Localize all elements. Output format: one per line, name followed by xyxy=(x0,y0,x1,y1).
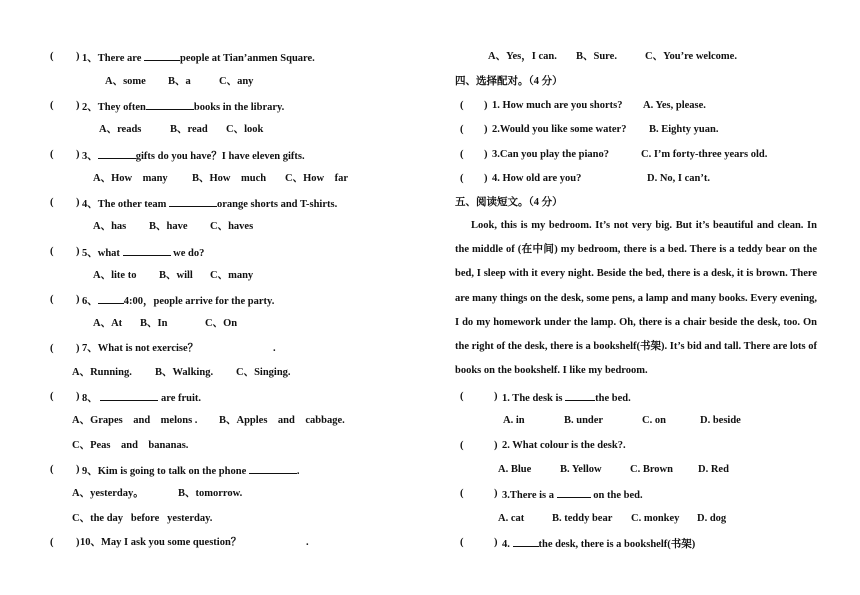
option: C、the day before yesterday. xyxy=(72,513,213,524)
answer-blank[interactable] xyxy=(513,536,539,547)
option: C、On xyxy=(205,318,238,329)
option: B、have xyxy=(149,221,188,232)
paren-close: ) xyxy=(484,149,488,160)
answer-blank[interactable] xyxy=(98,148,136,159)
paren-open: ( xyxy=(50,391,54,402)
answer-blank[interactable] xyxy=(98,293,124,304)
paren-open: ( xyxy=(460,440,464,451)
option: D. Red xyxy=(698,464,729,475)
paren-open: ( xyxy=(460,149,464,160)
option: C. monkey xyxy=(631,513,680,524)
paren-open: ( xyxy=(460,488,464,499)
paren-open: ( xyxy=(50,51,54,62)
paren-open: ( xyxy=(460,124,464,135)
question-7: 7、What is not exercise？ xyxy=(82,343,199,354)
match-answer: D. No, I can’t. xyxy=(647,173,710,184)
option: B. under xyxy=(564,415,604,426)
paren-open: ( xyxy=(50,100,54,111)
option: D. dog xyxy=(697,513,727,524)
question-4: 4、The other team orange shorts and T-shirts. xyxy=(82,196,337,212)
paren-open: ( xyxy=(50,149,54,160)
option: C、Peas and bananas. xyxy=(72,440,189,451)
option: A、Yes，I can. xyxy=(488,51,557,62)
option: B、Apples and cabbage. xyxy=(219,415,345,426)
option: A、some xyxy=(105,76,146,87)
paren-close: ) xyxy=(76,149,80,160)
paren-close: ) xyxy=(76,464,80,475)
answer-blank[interactable] xyxy=(169,196,217,207)
option: A、Running. xyxy=(72,367,132,378)
answer-blank[interactable] xyxy=(100,390,158,401)
paren-close: ) xyxy=(494,488,498,499)
reading-question-2: 2. What colour is the desk?. xyxy=(502,440,626,451)
reading-passage: Look, this is my bedroom. It’s not very big. But it’s beautiful and clean. In the middle of (在中间) my bedroom, there is a bed. There is a teddy bear on the bed, I sleep with it every night. Beside the bed, there is a desk, it is brown. There are many things on the desk, some pens, a lamp and many books. Every evening, I do my homework under the lamp. Oh, there is a chair beside the desk, too. On the right of the desk, there is a bookshelf(书架). It’s bid and tall. There are lots of books on the bookshelf. I like my bedroom. xyxy=(455,220,817,377)
option: C、You’re welcome. xyxy=(645,51,737,62)
option: A、yesterday。 xyxy=(72,488,144,499)
paren-close: ) xyxy=(494,537,498,548)
question-1: 1、There are people at Tian’anmen Square. xyxy=(82,50,315,66)
option: C. Brown xyxy=(630,464,673,475)
paren-open: ( xyxy=(460,173,464,184)
reading-question-4: 4. the desk, there is a bookshelf(书架) xyxy=(502,536,695,552)
section-4-title: 四、选择配对。（4 分） xyxy=(455,76,563,87)
paren-close: ) xyxy=(484,100,488,111)
paren-close: ) xyxy=(76,537,80,548)
option: B、a xyxy=(168,76,191,87)
paren-open: ( xyxy=(50,343,54,354)
paren-close: ) xyxy=(76,391,80,402)
question-5: 5、what we do? xyxy=(82,245,204,261)
option: B. Yellow xyxy=(560,464,602,475)
paren-open: ( xyxy=(50,197,54,208)
paren-close: ) xyxy=(484,173,488,184)
paren-close: ) xyxy=(76,343,80,354)
answer-blank[interactable] xyxy=(557,487,591,498)
reading-question-3: 3.There is a on the bed. xyxy=(502,487,643,503)
answer-blank[interactable] xyxy=(146,99,194,110)
paren-close: ) xyxy=(484,124,488,135)
question-3: 3、 gifts do you have？I have eleven gifts. xyxy=(82,148,305,164)
match-question: 1. How much are you shorts? xyxy=(492,100,623,111)
option: C、any xyxy=(219,76,254,87)
option: B、Walking. xyxy=(155,367,214,378)
answer-blank[interactable] xyxy=(123,245,171,256)
question-9: 9、Kim is going to talk on the phone . xyxy=(82,463,299,479)
paren-open: ( xyxy=(50,294,54,305)
option: C、look xyxy=(226,124,264,135)
option: A. in xyxy=(503,415,525,426)
answer-blank[interactable] xyxy=(144,50,180,61)
period: . xyxy=(306,537,309,548)
paren-close: ) xyxy=(76,100,80,111)
option: B、read xyxy=(170,124,208,135)
option: C、haves xyxy=(210,221,254,232)
option: A、lite to xyxy=(93,270,137,281)
match-question: 3.Can you play the piano? xyxy=(492,149,609,160)
question-8: 8、 are fruit. xyxy=(82,390,201,406)
paren-close: ) xyxy=(76,197,80,208)
paren-close: ) xyxy=(76,51,80,62)
option: C、many xyxy=(210,270,254,281)
question-10: 10、May I ask you some question？ xyxy=(80,537,242,548)
question-2: 2、They often books in the library. xyxy=(82,99,284,115)
match-answer: A. Yes, please. xyxy=(643,100,706,111)
paren-close: ) xyxy=(76,246,80,257)
answer-blank[interactable] xyxy=(565,390,595,401)
option: A、reads xyxy=(99,124,142,135)
option: B、will xyxy=(159,270,193,281)
paren-open: ( xyxy=(460,537,464,548)
option: A、Grapes and melons . xyxy=(72,415,198,426)
question-6: 6、 4:00，people arrive for the party. xyxy=(82,293,274,309)
option: C、Singing. xyxy=(236,367,291,378)
paren-open: ( xyxy=(460,100,464,111)
match-answer: B. Eighty yuan. xyxy=(649,124,719,135)
option: D. beside xyxy=(700,415,741,426)
paren-close: ) xyxy=(494,391,498,402)
paren-open: ( xyxy=(50,246,54,257)
paren-open: ( xyxy=(460,391,464,402)
reading-question-1: 1. The desk is the bed. xyxy=(502,390,631,406)
option: A. cat xyxy=(498,513,525,524)
period: . xyxy=(273,343,276,354)
option: B、In xyxy=(140,318,168,329)
paren-close: ) xyxy=(494,440,498,451)
option: C、How far xyxy=(285,173,348,184)
paren-close: ) xyxy=(76,294,80,305)
answer-blank[interactable] xyxy=(249,463,297,474)
match-question: 2.Would you like some water? xyxy=(492,124,627,135)
paren-open: ( xyxy=(50,464,54,475)
match-answer: C. I’m forty-three years old. xyxy=(641,149,768,160)
option: A、has xyxy=(93,221,127,232)
match-question: 4. How old are you? xyxy=(492,173,582,184)
paren-open: ( xyxy=(50,537,54,548)
option: B. teddy bear xyxy=(552,513,613,524)
option: A、At xyxy=(93,318,123,329)
option: A. Blue xyxy=(498,464,532,475)
option: A、How many xyxy=(93,173,168,184)
option: B、tomorrow. xyxy=(178,488,243,499)
option: B、Sure. xyxy=(576,51,617,62)
section-5-title: 五、阅读短文。（4 分） xyxy=(455,197,563,208)
option: C. on xyxy=(642,415,666,426)
option: B、How much xyxy=(192,173,267,184)
